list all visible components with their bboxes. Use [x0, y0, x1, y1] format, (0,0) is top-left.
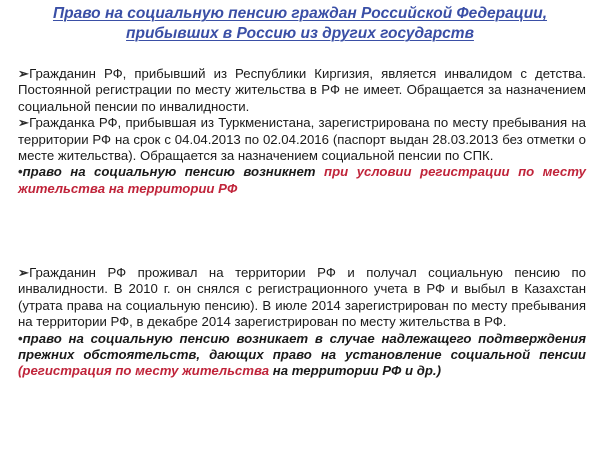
case-item-turkmenistan: [18, 115, 586, 164]
case-item-kyrgyzstan: [18, 66, 586, 115]
page-title: [20, 4, 580, 44]
case-text: Гражданка РФ, прибывшая из Туркменистана, зарегистрирована по месту пребывания на территории РФ на срок с 04.04.2013 по 02.04.2016 (паспорт выдан 28.03.2013 без отметки о месте жительства). Обращается за назначением социальной пенсии по СПК.: [18, 115, 586, 164]
example-block-2: [18, 265, 586, 380]
conclusion-tail: на территории РФ и др.): [269, 363, 441, 379]
conclusion-lead: право на социальную пенсию возникнет: [22, 164, 325, 180]
title-line-2: прибывших в Россию из других государств: [126, 25, 474, 42]
conclusion-highlight: при условии регистрации по месту жительства на территории РФ: [18, 164, 586, 196]
arrow-bullet-icon: ➢: [18, 265, 30, 280]
arrow-bullet-icon: ➢: [18, 66, 30, 81]
conclusion-highlight: (регистрация по месту жительства: [18, 363, 270, 379]
dot-bullet-icon: •: [18, 164, 23, 180]
case-text: Гражданин РФ проживал на территории РФ и получал социальную пенсию по инвалидности. В 2010 г. он снялся с регистрационного учета в РФ и выбыл в Казахстан (утрата права на социальную пенсию). В июле 2014 зарегистрирован по месту пребывания на территории РФ, в декабре 2014 зарегистрирован по месту жительства в РФ.: [18, 265, 586, 330]
conclusion-lead: право на социальную пенсию возникает в случае надлежащего подтверждения прежних обстоятельств, дающих право на установление социальной пенсии: [18, 330, 586, 363]
dot-bullet-icon: •: [18, 330, 23, 346]
arrow-bullet-icon: ➢: [18, 115, 30, 131]
conclusion-2: [18, 331, 586, 380]
conclusion-1: [18, 164, 586, 197]
example-block-1: [18, 66, 586, 197]
case-text: Гражданин РФ, прибывший из Республики Киргизия, является инвалидом с детства. Постоянной регистрации по месту жительства в РФ не имеет. Обращается за назначением социальной пенсии по инвалидности.: [18, 66, 586, 114]
title-line-1: Право на социальную пенсию граждан Российской Федерации,: [52, 5, 548, 22]
case-item-kazakhstan: [18, 265, 586, 331]
